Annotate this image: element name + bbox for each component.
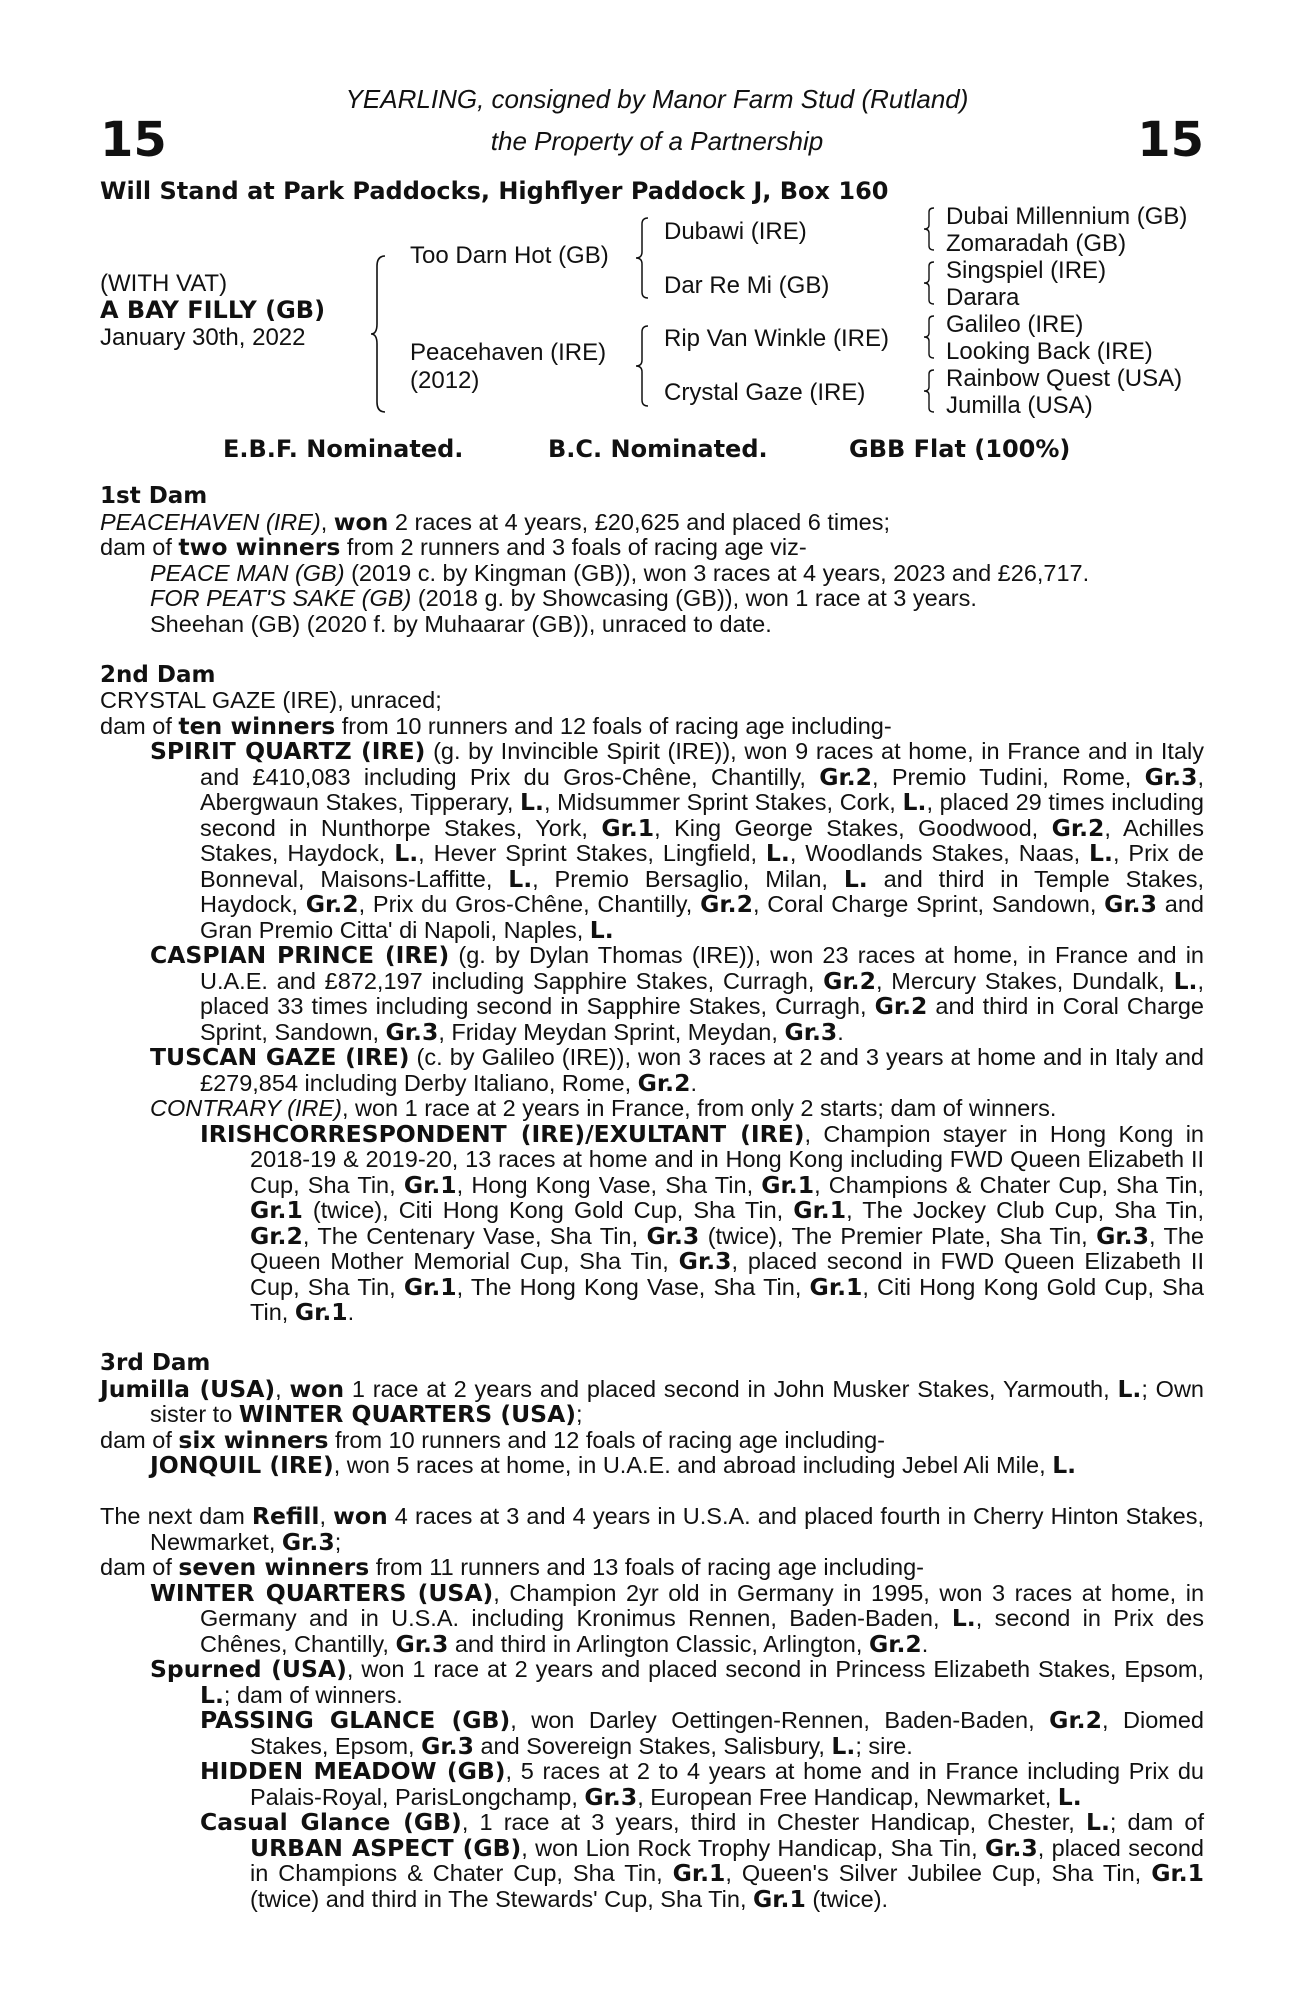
produce-item: Spurned (USA), won 1 race at 2 years and placed second in Princess Elizabeth Stakes, Epsom, L.; dam of winners.: [150, 1655, 1204, 1709]
pedigree-dam-year: (2012): [410, 367, 480, 394]
produce-item: FOR PEAT'S SAKE (GB) (2018 g. by Showcasing (GB)), won 1 race at 3 years.: [150, 585, 977, 611]
pedigree-brace-dam: [636, 324, 650, 408]
pedigree-g3-2: Zomaradah (GB): [946, 230, 1127, 257]
produce-item: CONTRARY (IRE), won 1 race at 2 years in France, from only 2 starts; dam of winners.: [150, 1095, 1057, 1121]
pedigree-brace-g3b: [924, 260, 936, 306]
produce-item: PASSING GLANCE (GB), won Darley Oettingen-Rennen, Baden-Baden, Gr.2, Diomed Stakes, Epsom, Gr.3 and Sovereign Stakes, Salisbury, L.; sire.: [200, 1706, 1204, 1760]
produce-item: CASPIAN PRINCE (IRE) (g. by Dylan Thomas (IRE)), won 23 races at home, in France and in U.A.E. and £872,197 including Sapphire Stakes, Curragh, Gr.2, Mercury Stakes, Dundalk, L., placed 33 times including second in Sapphire Stakes, Curragh, Gr.2 and third in Coral Charge Sprint, Sandown, Gr.3, Friday Meydan Sprint, Meydan, Gr.3.: [150, 941, 1204, 1046]
foaling-date: January 30th, 2022: [100, 324, 306, 351]
pedigree-sire-dam: Dar Re Mi (GB): [664, 272, 830, 299]
first-dam-line: PEACEHAVEN (IRE), won 2 races at 4 years, £20,625 and placed 6 times;: [100, 507, 890, 536]
second-dam-line: CRYSTAL GAZE (IRE), unraced;: [100, 687, 442, 713]
lot-number-right: 15: [1137, 112, 1204, 168]
produce-item: TUSCAN GAZE (IRE) (c. by Galileo (IRE)), won 3 races at 2 and 3 years at home and in Italy and £279,854 including Derby Italiano, Rome, Gr.2.: [150, 1043, 1204, 1097]
pedigree-brace-main: [371, 254, 387, 414]
pedigree-g3-7: Rainbow Quest (USA): [946, 365, 1183, 392]
produce-item: WINTER QUARTERS (USA), Champion 2yr old in Germany in 1995, won 3 races at home, in Germany and in U.S.A. including Kronimus Rennen, Baden-Baden, L., second in Prix des Chênes, Chantilly, Gr.3 and third in Arlington Classic, Arlington, Gr.2.: [150, 1578, 1205, 1658]
pedigree-sire-sire: Dubawi (IRE): [664, 218, 807, 245]
gbb-status: GBB Flat (100%): [849, 435, 1071, 463]
vat-label: (WITH VAT): [100, 270, 228, 297]
stand-location: Will Stand at Park Paddocks, Highflyer Paddock J, Box 160: [100, 177, 889, 205]
property-line: the Property of a Partnership: [490, 126, 824, 156]
pedigree-g3-8: Jumilla (USA): [946, 392, 1093, 419]
pedigree-dam-sire: Rip Van Winkle (IRE): [664, 325, 889, 352]
second-dam-heading: 2nd Dam: [100, 661, 216, 688]
catalogue-body: [100, 484, 1204, 1912]
horse-name: A BAY FILLY (GB): [100, 296, 326, 324]
produce-item: PEACE MAN (GB) (2019 c. by Kingman (GB)), won 3 races at 4 years, 2023 and £26,717.: [150, 559, 1090, 586]
next-dam-produce: dam of seven winners from 11 runners and 13 foals of racing age including-: [100, 1553, 924, 1581]
pedigree-dam: Peacehaven (IRE): [410, 339, 607, 366]
third-dam-heading: 3rd Dam: [100, 1350, 211, 1376]
produce-item: IRISHCORRESPONDENT (IRE)/EXULTANT (IRE), Champion stayer in Hong Kong in 2018-19 & 2019-20, 13 races at home and in Hong Kong including FWD Queen Elizabeth II Cup, Sha Tin, Gr.1, Hong Kong Vase, Sha Tin, Gr.1, Champions & Chater Cup, Sha Tin, Gr.1 (twice), Citi Hong Kong Gold Cup, Sha Tin, Gr.1, The Jockey Club Cup, Sha Tin, Gr.2, The Centenary Vase, Sha Tin, Gr.3 (twice), The Premier Plate, Sha Tin, Gr.3, The Queen Mother Memorial Cup, Sha Tin, Gr.3, placed second in FWD Queen Elizabeth II Cup, Sha Tin, Gr.1, The Hong Kong Vase, Sha Tin, Gr.1, Citi Hong Kong Gold Cup, Sha Tin, Gr.1.: [200, 1119, 1204, 1326]
second-dam-produce: dam of ten winners from 10 runners and 12 foals of racing age including-: [100, 711, 892, 740]
third-dam-line: Jumilla (USA), won 1 race at 2 years and placed second in John Musker Stakes, Yarmouth, L.; Own sister to WINTER QUARTERS (USA);: [100, 1374, 1204, 1428]
produce-item: SPIRIT QUARTZ (IRE) (g. by Invincible Spirit (IRE)), won 9 races at home, in France and in Italy and £410,083 including Prix du Gros-Chêne, Chantilly, Gr.2, Premio Tudini, Rome, Gr.3, Abergwaun Stakes, Tipperary, L., Midsummer Sprint Stakes, Cork, L., placed 29 times including second in Nunthorpe Stakes, York, Gr.1, King George Stakes, Goodwood, Gr.2, Achilles Stakes, Haydock, L., Hever Sprint Stakes, Lingfield, L., Woodlands Stakes, Naas, L., Prix de Bonneval, Maisons-Laffitte, L., Premio Bersaglio, Milan, L. and third in Temple Stakes, Haydock, Gr.2, Prix du Gros-Chêne, Chantilly, Gr.2, Coral Charge Sprint, Sandown, Gr.3 and Gran Premio Citta' di Napoli, Naples, L.: [150, 737, 1204, 944]
produce-item: HIDDEN MEADOW (GB), 5 races at 2 to 4 years at home and in France including Prix du Palais-Royal, ParisLongchamp, Gr.3, European Free Handicap, Newmarket, L.: [200, 1757, 1204, 1811]
produce-item: JONQUIL (IRE), won 5 races at home, in U.A.E. and abroad including Jebel Ali Mile, L.: [150, 1451, 1077, 1479]
pedigree-g3-6: Looking Back (IRE): [946, 338, 1153, 365]
pedigree-g3-5: Galileo (IRE): [946, 311, 1084, 338]
third-dam-produce: dam of six winners from 10 runners and 12 foals of racing age including-: [100, 1425, 885, 1454]
pedigree-g3-4: Darara: [946, 284, 1020, 311]
produce-item: Casual Glance (GB), 1 race at 3 years, third in Chester Handicap, Chester, L.; dam of URBAN ASPECT (GB), won Lion Rock Trophy Handicap, Sha Tin, Gr.3, placed second in Champions & Chater Cup, Sha Tin, Gr.1, Queen's Silver Jubilee Cup, Sha Tin, Gr.1 (twice) and third in The Stewards' Cup, Sha Tin, Gr.1 (twice).: [200, 1808, 1204, 1913]
pedigree-brace-g3a: [924, 206, 936, 252]
pedigree-brace-g3c: [924, 314, 936, 360]
consignor-line: YEARLING, consigned by Manor Farm Stud (Rutland): [345, 84, 969, 114]
first-dam-produce: dam of two winners from 2 runners and 3 foals of racing age viz-: [100, 533, 807, 561]
lot-number-left: 15: [100, 112, 167, 168]
pedigree-sire: Too Darn Hot (GB): [410, 242, 609, 269]
next-dam-line: The next dam Refill, won 4 races at 3 and 4 years in U.S.A. and placed fourth in Cherry Hinton Stakes, Newmarket, Gr.3;: [100, 1502, 1205, 1556]
pedigree-g3-3: Singspiel (IRE): [946, 257, 1107, 284]
bc-nomination: B.C. Nominated.: [548, 435, 768, 463]
pedigree-brace-g3d: [924, 368, 936, 414]
produce-item: Sheehan (GB) (2020 f. by Muhaarar (GB)), unraced to date.: [150, 610, 772, 637]
first-dam-heading: 1st Dam: [100, 483, 208, 509]
pedigree-dam-dam: Crystal Gaze (IRE): [664, 379, 866, 406]
pedigree-brace-sire: [636, 216, 650, 300]
pedigree-g3-1: Dubai Millennium (GB): [946, 203, 1188, 230]
ebf-nomination: E.B.F. Nominated.: [223, 435, 464, 463]
